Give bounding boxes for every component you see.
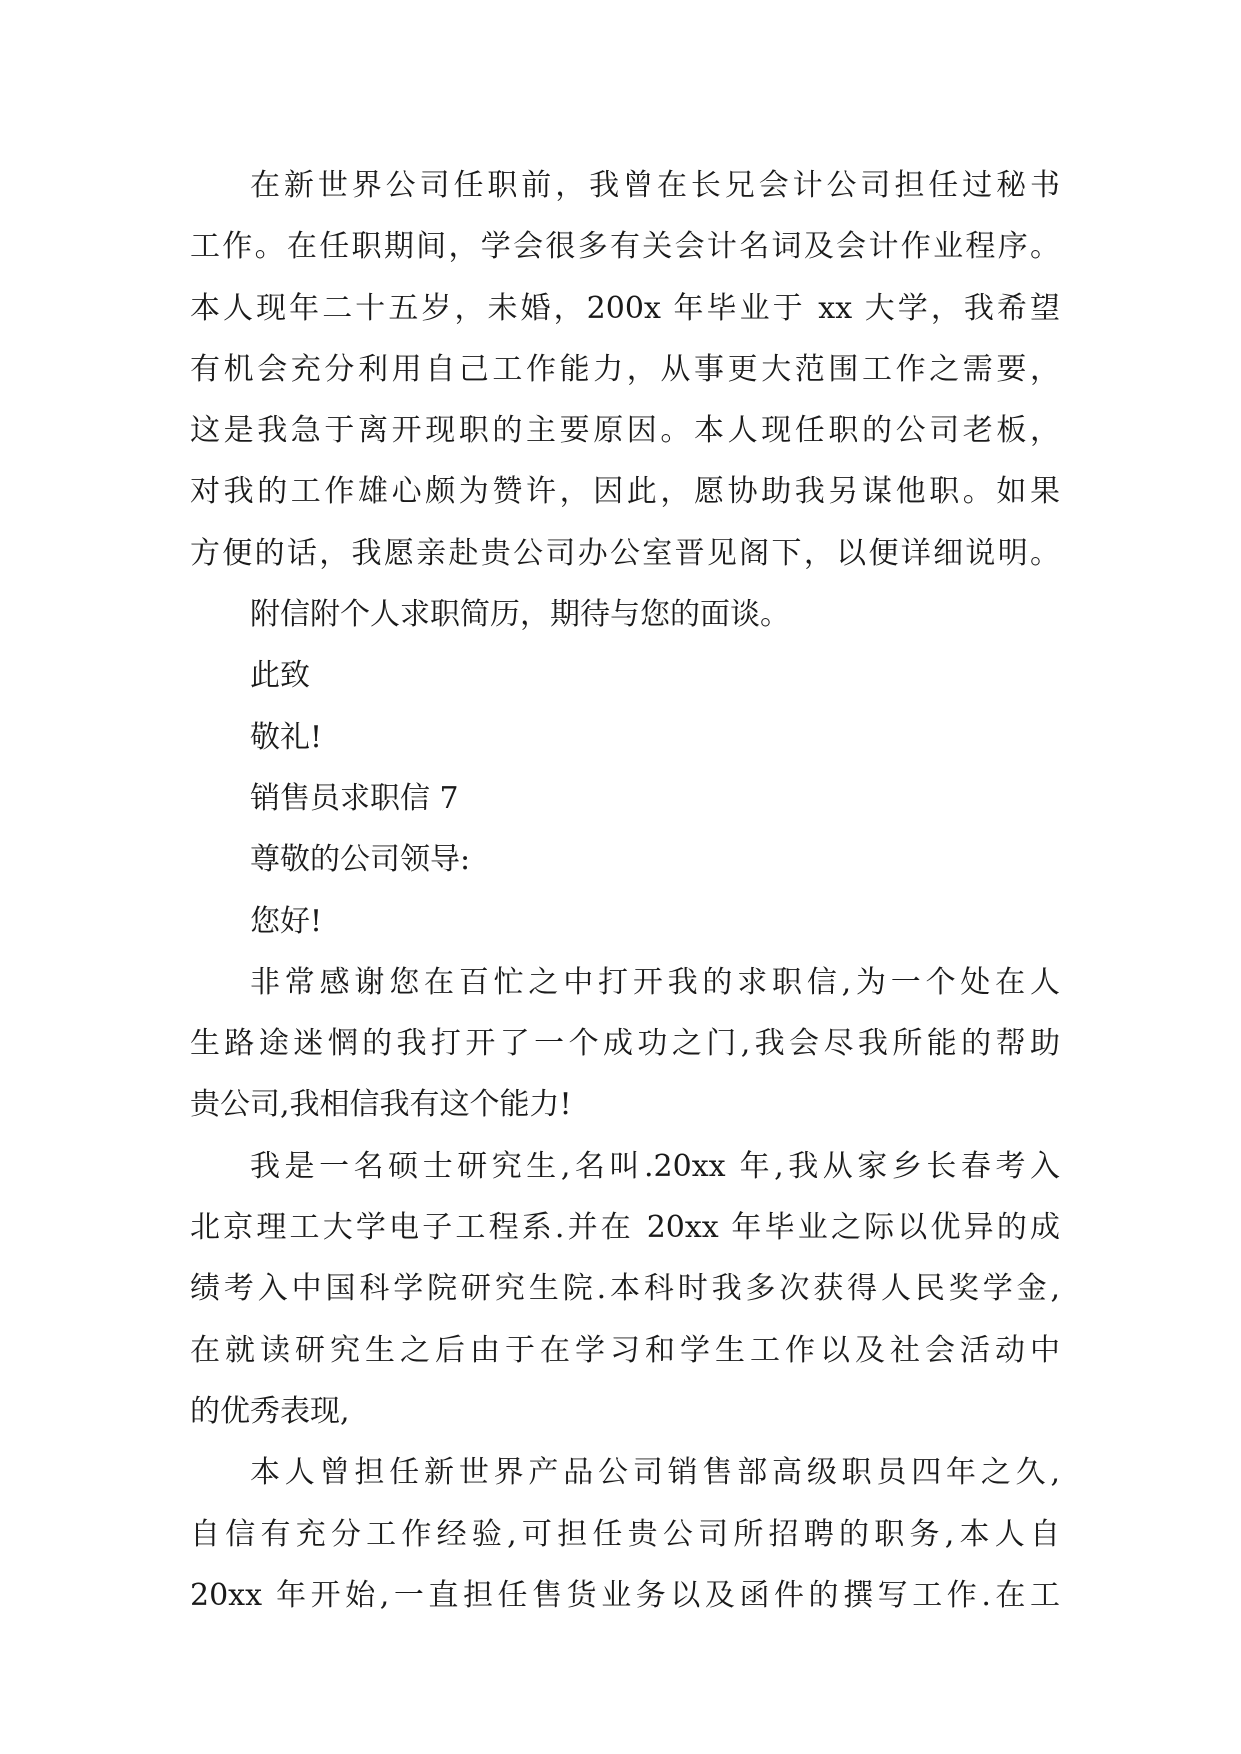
text-line: 绩考入中国科学院研究生院.本科时我多次获得人民奖学金, bbox=[190, 1271, 1060, 1307]
text-line: 的优秀表现, bbox=[190, 1393, 350, 1429]
text-line: 北京理工大学电子工程系.并在 20xx 年毕业之际以优异的成 bbox=[190, 1210, 1060, 1246]
text-line: 有机会充分利用自己工作能力，从事更大范围工作之需要， bbox=[190, 351, 1060, 387]
text-line: 本人现年二十五岁，未婚，200x 年毕业于 xx 大学，我希望 bbox=[190, 290, 1060, 326]
greeting-line: 您好! bbox=[250, 903, 323, 939]
text-line: 在就读研究生之后由于在学习和学生工作以及社会活动中 bbox=[190, 1332, 1060, 1368]
document-body bbox=[190, 155, 1060, 1626]
section-heading: 销售员求职信 7 bbox=[250, 780, 459, 816]
text-line: 在新世界公司任职前，我曾在长兄会计公司担任过秘书 bbox=[250, 168, 1060, 203]
text-line: 本人曾担任新世界产品公司销售部高级职员四年之久, bbox=[250, 1455, 1060, 1491]
text-line: 自信有充分工作经验,可担任贵公司所招聘的职务,本人自 bbox=[190, 1516, 1060, 1552]
text-line: 非常感谢您在百忙之中打开我的求职信,为一个处在人 bbox=[250, 964, 1060, 1000]
text-line: 20xx 年开始,一直担任售货业务以及函件的撰写工作.在工 bbox=[190, 1577, 1060, 1613]
text-line: 生路途迷惘的我打开了一个成功之门,我会尽我所能的帮助 bbox=[190, 1026, 1060, 1062]
salutation-line: 敬礼! bbox=[250, 719, 323, 755]
text-line: 我是一名硕士研究生,名叫.20xx 年,我从家乡长春考入 bbox=[250, 1148, 1060, 1184]
greeting-line: 尊敬的公司领导: bbox=[250, 842, 471, 878]
closing-line: 此致 bbox=[250, 658, 310, 694]
text-line: 对我的工作雄心颇为赞许，因此，愿协助我另谋他职。如果 bbox=[190, 474, 1060, 510]
text-line: 方便的话，我愿亲赴贵公司办公室晋见阁下，以便详细说明。 bbox=[190, 535, 1060, 571]
text-line: 附信附个人求职简历，期待与您的面谈。 bbox=[250, 597, 790, 633]
text-line: 工作。在任职期间，学会很多有关会计名词及会计作业程序。 bbox=[190, 229, 1060, 265]
text-line: 这是我急于离开现职的主要原因。本人现任职的公司老板， bbox=[190, 413, 1060, 449]
text-line: 贵公司,我相信我有这个能力! bbox=[190, 1087, 572, 1123]
